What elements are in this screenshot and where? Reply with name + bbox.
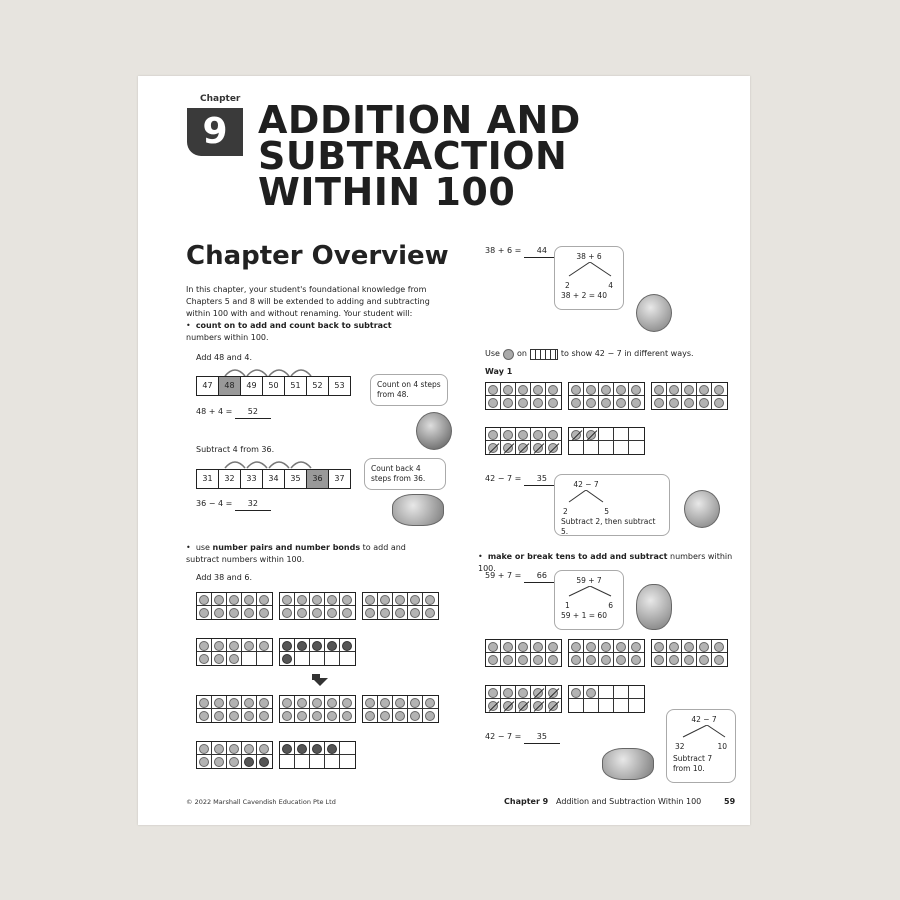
counter-dot bbox=[669, 398, 679, 408]
ten-frame bbox=[568, 685, 645, 713]
counter-dot bbox=[312, 744, 322, 754]
counter-dot bbox=[365, 698, 375, 708]
counter-dot bbox=[244, 595, 254, 605]
counter-dot bbox=[714, 642, 724, 652]
counter-dot bbox=[214, 757, 224, 767]
counter-dot bbox=[425, 698, 435, 708]
counter-dot bbox=[654, 385, 664, 395]
counter-dot bbox=[631, 385, 641, 395]
fox-icon bbox=[684, 490, 718, 530]
counter-dot bbox=[488, 385, 498, 395]
counter-dot bbox=[488, 642, 498, 652]
ten-frame bbox=[279, 638, 356, 666]
ten-frame bbox=[651, 639, 728, 667]
counter-dot bbox=[312, 608, 322, 618]
counter-dot bbox=[669, 655, 679, 665]
ten-frames-59-row-1 bbox=[485, 639, 728, 667]
eq-59-plus-7-answer: 66 bbox=[524, 570, 560, 583]
raccoon-icon bbox=[416, 412, 450, 452]
owl-icon bbox=[636, 584, 670, 632]
ten-frames-way1-row-2 bbox=[485, 427, 645, 455]
arrow-stem bbox=[312, 674, 320, 680]
counter-dot bbox=[244, 744, 254, 754]
counter-dot bbox=[533, 642, 543, 652]
counter-dot bbox=[548, 398, 558, 408]
ten-frame bbox=[196, 741, 273, 769]
bond-bubble-42-7-b: 42 − 7 32 10 Subtract 7 from 10. bbox=[666, 709, 736, 783]
ten-frame bbox=[568, 382, 645, 410]
counter-dot bbox=[631, 642, 641, 652]
counter-dot bbox=[259, 711, 269, 721]
bond-bubble-42-7: 42 − 7 2 5 Subtract 2, then subtract 5. bbox=[554, 474, 670, 536]
counter-dot bbox=[229, 698, 239, 708]
ten-frame bbox=[485, 382, 562, 410]
counter-dot bbox=[654, 655, 664, 665]
counter-dot bbox=[342, 641, 352, 651]
use-instructions: Use on to show 42 − 7 in different ways. bbox=[485, 349, 694, 358]
number-cell: 32 bbox=[219, 470, 241, 488]
counter-dot bbox=[199, 641, 209, 651]
number-cell: 52 bbox=[307, 377, 329, 395]
ten-frame bbox=[485, 685, 562, 713]
counter-dot bbox=[631, 398, 641, 408]
number-cell: 49 bbox=[241, 377, 263, 395]
bond-bottom: 38 + 2 = 40 bbox=[561, 291, 607, 300]
eq-42-minus-7-b-answer: 35 bbox=[524, 731, 560, 744]
counter-dot bbox=[199, 698, 209, 708]
bond-left: 2 bbox=[565, 281, 570, 290]
counter-dot bbox=[533, 688, 543, 698]
ten-frame bbox=[568, 639, 645, 667]
number-cell: 53 bbox=[334, 381, 345, 390]
number-cell: 47 bbox=[197, 377, 219, 395]
counter-dot bbox=[503, 443, 513, 453]
ten-frames-59-row-2 bbox=[485, 685, 645, 713]
counter-dot bbox=[601, 385, 611, 395]
eq-38-plus-6: 38 + 6 = 44 bbox=[485, 245, 560, 258]
number-cell: 37 bbox=[334, 474, 345, 483]
counter-dot bbox=[259, 608, 269, 618]
counter-dot bbox=[229, 641, 239, 651]
counter-dot bbox=[410, 711, 420, 721]
add-label: Add 48 and 4. bbox=[196, 353, 252, 362]
counter-dot bbox=[410, 608, 420, 618]
bullet-count-on-rest: numbers within 100. bbox=[186, 333, 269, 342]
counter-dot bbox=[229, 595, 239, 605]
counter-dot bbox=[297, 608, 307, 618]
counter-dot bbox=[214, 608, 224, 618]
counter-dot bbox=[312, 711, 322, 721]
counter-dot bbox=[699, 642, 709, 652]
counter-dot bbox=[365, 595, 375, 605]
ten-frame bbox=[279, 695, 356, 723]
counter-dot bbox=[244, 698, 254, 708]
bullet-number-bonds: • use number pairs and number bonds to add and subtract numbers within 100. bbox=[186, 543, 406, 564]
counter-icon bbox=[503, 349, 514, 360]
chapter-number: 9 bbox=[187, 108, 243, 156]
counter-dot bbox=[282, 698, 292, 708]
chapter-title-line-3: WITHIN 100 bbox=[258, 170, 516, 214]
counter-dot bbox=[282, 595, 292, 605]
counter-dot bbox=[342, 698, 352, 708]
counter-dot bbox=[503, 688, 513, 698]
chapter-label: Chapter bbox=[200, 94, 241, 104]
sub-number-line bbox=[196, 469, 351, 489]
eq-38-plus-6-answer: 44 bbox=[524, 245, 560, 258]
number-cell: 35 bbox=[285, 470, 307, 488]
counter-dot bbox=[425, 711, 435, 721]
page-number: 59 bbox=[724, 797, 736, 806]
counter-dot bbox=[297, 698, 307, 708]
counter-dot bbox=[395, 595, 405, 605]
counter-dot bbox=[586, 430, 596, 440]
counter-dot bbox=[425, 608, 435, 618]
add-number-line bbox=[196, 376, 351, 396]
counter-dot bbox=[684, 385, 694, 395]
count-back-bubble: Count back 4 steps from 36. bbox=[364, 458, 446, 490]
counter-dot bbox=[616, 642, 626, 652]
counter-dot bbox=[616, 398, 626, 408]
counter-dot bbox=[229, 744, 239, 754]
counter-dot bbox=[586, 385, 596, 395]
counter-dot bbox=[518, 398, 528, 408]
ten-frame bbox=[196, 592, 273, 620]
counter-dot bbox=[259, 641, 269, 651]
counter-dot bbox=[342, 595, 352, 605]
counter-dot bbox=[282, 744, 292, 754]
counter-dot bbox=[327, 595, 337, 605]
counter-dot bbox=[601, 398, 611, 408]
squirrel-icon bbox=[602, 748, 656, 782]
counter-dot bbox=[282, 641, 292, 651]
eq-42-minus-7-b: 42 − 7 = 35 bbox=[485, 731, 560, 744]
overview-intro: In this chapter, your student's foundational knowledge from Chapters 5 and 8 will be extended to adding and subtracting within 100 with and without renaming. Your student will: bbox=[186, 285, 430, 318]
counter-dot bbox=[259, 757, 269, 767]
ten-frame bbox=[485, 427, 562, 455]
counter-dot bbox=[548, 443, 558, 453]
counter-dot bbox=[601, 655, 611, 665]
ten-frame bbox=[279, 741, 356, 769]
counter-dot bbox=[548, 688, 558, 698]
counter-dot bbox=[214, 711, 224, 721]
counter-dot bbox=[488, 688, 498, 698]
ten-frame bbox=[485, 639, 562, 667]
counter-dot bbox=[548, 642, 558, 652]
counter-dot bbox=[503, 430, 513, 440]
sub-equation: 36 − 4 = 32 bbox=[196, 498, 271, 511]
ten-frames-way1-row-1 bbox=[485, 382, 728, 410]
counter-dot bbox=[699, 385, 709, 395]
counter-dot bbox=[714, 398, 724, 408]
ten-frames-row-1 bbox=[196, 592, 439, 620]
counter-dot bbox=[616, 655, 626, 665]
counter-dot bbox=[327, 698, 337, 708]
count-on-bubble: Count on 4 steps from 48. bbox=[370, 374, 448, 406]
counter-dot bbox=[571, 688, 581, 698]
counter-dot bbox=[327, 608, 337, 618]
counter-dot bbox=[380, 595, 390, 605]
counter-dot bbox=[586, 655, 596, 665]
ten-frame bbox=[196, 638, 273, 666]
counter-dot bbox=[312, 641, 322, 651]
number-cell-highlight: 48 bbox=[219, 377, 241, 395]
counter-dot bbox=[548, 385, 558, 395]
counter-dot bbox=[684, 398, 694, 408]
counter-dot bbox=[282, 711, 292, 721]
counter-dot bbox=[533, 385, 543, 395]
bond-bubble-59-7: 59 + 7 1 6 59 + 1 = 60 bbox=[554, 570, 624, 630]
ten-frame bbox=[651, 382, 728, 410]
counter-dot bbox=[327, 641, 337, 651]
counter-dot bbox=[586, 398, 596, 408]
counter-dot bbox=[214, 744, 224, 754]
eq-42-minus-7-answer: 35 bbox=[524, 473, 560, 486]
add-equation: 48 + 4 = 52 bbox=[196, 406, 271, 419]
counter-dot bbox=[214, 654, 224, 664]
counter-dot bbox=[669, 385, 679, 395]
counter-dot bbox=[503, 398, 513, 408]
workbook-page bbox=[138, 76, 750, 825]
counter-dot bbox=[410, 698, 420, 708]
counter-dot bbox=[548, 430, 558, 440]
way-label: Way 1 bbox=[485, 367, 513, 376]
number-cell: 34 bbox=[263, 470, 285, 488]
sub-label: Subtract 4 from 36. bbox=[196, 445, 275, 454]
number-cell: 33 bbox=[241, 470, 263, 488]
counter-dot bbox=[684, 642, 694, 652]
counter-dot bbox=[297, 711, 307, 721]
bullet-make-break-tens: • make or break tens to add and subtract numbers within 100. bbox=[478, 552, 733, 573]
counter-dot bbox=[297, 595, 307, 605]
number-cell: 31 bbox=[197, 470, 219, 488]
ten-frame bbox=[279, 592, 356, 620]
counter-dot bbox=[571, 430, 581, 440]
counter-dot bbox=[395, 698, 405, 708]
counter-dot bbox=[586, 642, 596, 652]
counter-dot bbox=[699, 655, 709, 665]
counter-dot bbox=[380, 608, 390, 618]
counter-dot bbox=[684, 655, 694, 665]
counter-dot bbox=[518, 642, 528, 652]
number-cell-highlight: 36 bbox=[307, 470, 329, 488]
counter-dot bbox=[571, 398, 581, 408]
counter-dot bbox=[669, 642, 679, 652]
counter-dot bbox=[244, 608, 254, 618]
counter-dot bbox=[654, 398, 664, 408]
counter-dot bbox=[244, 757, 254, 767]
counter-dot bbox=[488, 655, 498, 665]
count-back-arrows bbox=[220, 454, 320, 470]
counter-dot bbox=[571, 655, 581, 665]
counter-dot bbox=[518, 701, 528, 711]
counter-dot bbox=[244, 641, 254, 651]
bond-top: 38 + 6 bbox=[576, 252, 602, 261]
footer-chapter: Chapter 9 bbox=[504, 797, 549, 806]
eq-42-minus-7: 42 − 7 = 35 bbox=[485, 473, 560, 486]
counter-dot bbox=[488, 443, 498, 453]
copyright: © 2022 Marshall Cavendish Education Pte Ltd bbox=[186, 798, 336, 806]
counter-dot bbox=[229, 757, 239, 767]
counter-dot bbox=[410, 595, 420, 605]
counter-dot bbox=[380, 698, 390, 708]
counter-dot bbox=[488, 701, 498, 711]
counter-dot bbox=[586, 688, 596, 698]
ten-frame bbox=[362, 695, 439, 723]
counter-dot bbox=[229, 654, 239, 664]
counter-dot bbox=[714, 655, 724, 665]
counter-dot bbox=[518, 443, 528, 453]
counter-dot bbox=[533, 430, 543, 440]
counter-dot bbox=[214, 698, 224, 708]
counter-dot bbox=[654, 642, 664, 652]
squirrel-icon bbox=[392, 494, 446, 528]
counter-dot bbox=[518, 385, 528, 395]
counter-dot bbox=[395, 711, 405, 721]
footer-chapter-title: Addition and Subtraction Within 100 bbox=[556, 797, 702, 806]
counter-dot bbox=[229, 608, 239, 618]
counter-dot bbox=[616, 385, 626, 395]
counter-dot bbox=[199, 654, 209, 664]
counter-dot bbox=[244, 711, 254, 721]
counter-dot bbox=[533, 398, 543, 408]
add-answer: 52 bbox=[235, 406, 271, 419]
counter-dot bbox=[571, 642, 581, 652]
counter-dot bbox=[312, 698, 322, 708]
counter-dot bbox=[312, 595, 322, 605]
counter-dot bbox=[533, 443, 543, 453]
number-cell: 50 bbox=[263, 377, 285, 395]
counter-dot bbox=[395, 608, 405, 618]
counter-dot bbox=[199, 744, 209, 754]
counter-dot bbox=[571, 385, 581, 395]
bond-bubble-38-6 bbox=[554, 246, 624, 310]
counter-dot bbox=[229, 711, 239, 721]
counter-dot bbox=[631, 655, 641, 665]
bullet-count-on-bold: count on to add and count back to subtract bbox=[195, 321, 392, 330]
bond-lines bbox=[561, 262, 619, 278]
counter-dot bbox=[259, 595, 269, 605]
fox-icon bbox=[636, 294, 670, 334]
counter-dot bbox=[199, 595, 209, 605]
counter-dot bbox=[548, 655, 558, 665]
eq-59-plus-7: 59 + 7 = 66 bbox=[485, 570, 560, 583]
number-cell: 51 bbox=[285, 377, 307, 395]
counter-dot bbox=[342, 608, 352, 618]
counter-dot bbox=[282, 608, 292, 618]
counter-dot bbox=[714, 385, 724, 395]
ten-frame-icon bbox=[530, 349, 558, 360]
counter-dot bbox=[425, 595, 435, 605]
counter-dot bbox=[365, 711, 375, 721]
ten-frames-row-2 bbox=[196, 638, 356, 666]
counter-dot bbox=[259, 744, 269, 754]
counter-dot bbox=[214, 595, 224, 605]
overview-heading: Chapter Overview bbox=[186, 241, 449, 271]
counter-dot bbox=[503, 701, 513, 711]
counter-dot bbox=[214, 641, 224, 651]
ten-frames-row-3 bbox=[196, 695, 439, 723]
counter-dot bbox=[699, 398, 709, 408]
counter-dot bbox=[503, 385, 513, 395]
counter-dot bbox=[327, 744, 337, 754]
counter-dot bbox=[518, 655, 528, 665]
ten-frame bbox=[568, 427, 645, 455]
counter-dot bbox=[518, 688, 528, 698]
counter-dot bbox=[199, 608, 209, 618]
add2-label: Add 38 and 6. bbox=[196, 573, 252, 582]
counter-dot bbox=[533, 655, 543, 665]
counter-dot bbox=[488, 398, 498, 408]
counter-dot bbox=[533, 701, 543, 711]
counter-dot bbox=[488, 430, 498, 440]
counter-dot bbox=[548, 701, 558, 711]
ten-frames-row-4 bbox=[196, 741, 356, 769]
counter-dot bbox=[297, 744, 307, 754]
ten-frame bbox=[196, 695, 273, 723]
counter-dot bbox=[365, 608, 375, 618]
counter-dot bbox=[259, 698, 269, 708]
counter-dot bbox=[282, 654, 292, 664]
counter-dot bbox=[199, 757, 209, 767]
chapter-title-line-2: SUBTRACTION bbox=[258, 134, 568, 178]
chapter-title bbox=[258, 98, 588, 214]
counter-dot bbox=[380, 711, 390, 721]
bullet-count-on: • count on to add and count back to subtract numbers within 100. bbox=[186, 321, 392, 342]
counter-dot bbox=[342, 711, 352, 721]
counter-dot bbox=[601, 642, 611, 652]
sub-answer: 32 bbox=[235, 498, 271, 511]
counter-dot bbox=[199, 711, 209, 721]
counter-dot bbox=[503, 655, 513, 665]
counter-dot bbox=[503, 642, 513, 652]
counter-dot bbox=[327, 711, 337, 721]
bond-right: 4 bbox=[608, 281, 613, 290]
ten-frame bbox=[362, 592, 439, 620]
counter-dot bbox=[297, 641, 307, 651]
counter-dot bbox=[518, 430, 528, 440]
chapter-title-line-1: ADDITION AND bbox=[258, 98, 581, 142]
